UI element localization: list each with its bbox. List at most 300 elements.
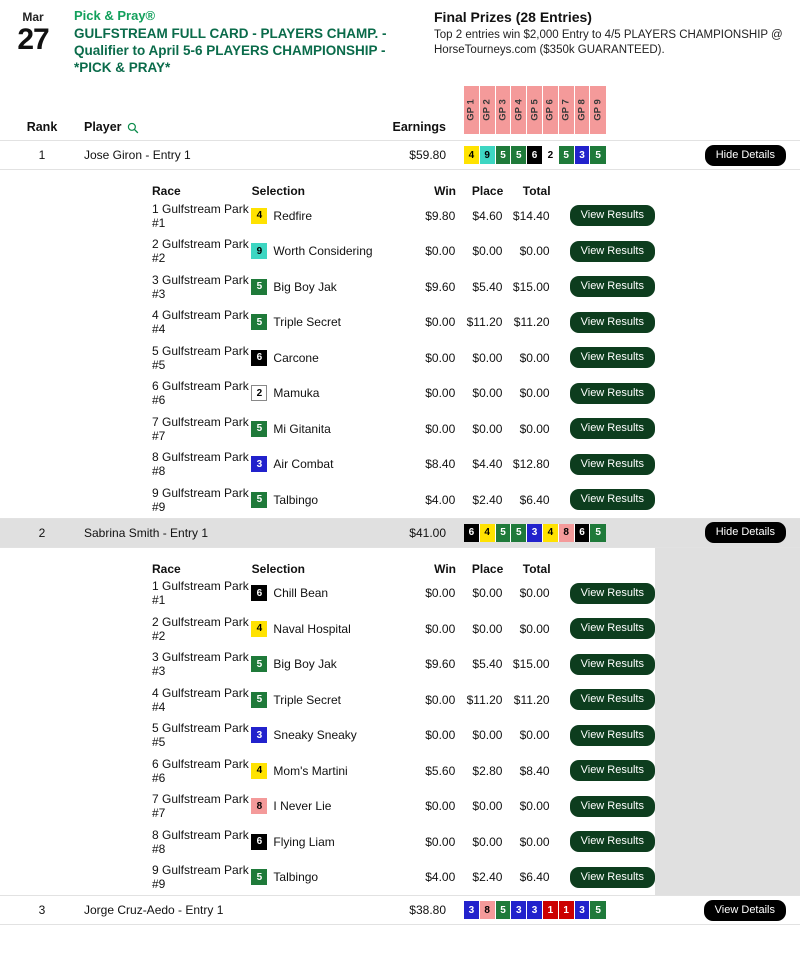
details-row	[0, 647, 655, 683]
details-selection	[251, 243, 408, 259]
details-win-amount: $8.40	[425, 457, 456, 472]
horse-number-badge: 9	[251, 243, 267, 259]
page-title: GULFSTREAM FULL CARD - PLAYERS CHAMP. - Qualifier to April 5-6 PLAYERS CHAMPIONSHIP - *PICK & PRAY*	[74, 26, 387, 75]
details-row	[0, 447, 655, 483]
details-race-label: 4 Gulfstream Park #4	[152, 308, 249, 337]
picks-race-label	[575, 86, 591, 134]
details-selection	[251, 314, 408, 330]
details-win-amount: $0.00	[425, 315, 456, 330]
details-place-amount: $2.40	[472, 492, 503, 507]
details-row	[0, 198, 655, 234]
picks-race-label	[559, 86, 575, 134]
picks-race-label	[590, 86, 606, 134]
entry-rank: 3	[38, 903, 46, 917]
entry-action-cell	[606, 900, 800, 921]
horse-name: Big Boy Jak	[273, 279, 337, 294]
details-total-amount: $0.00	[519, 728, 550, 743]
details-total-amount: $0.00	[519, 834, 550, 849]
details-selection	[251, 208, 408, 224]
view-results-button[interactable]: View Results	[570, 347, 655, 368]
table-row[interactable]	[0, 518, 800, 548]
view-results-button[interactable]: View Results	[570, 383, 655, 404]
horse-name: Air Combat	[273, 457, 334, 472]
details-race-label: 2 Gulfstream Park #2	[152, 237, 249, 266]
horse-name: Talbingo	[273, 492, 319, 507]
details-selection	[251, 621, 408, 637]
details-row	[0, 753, 655, 789]
details-column-header-win: Win	[434, 184, 456, 198]
column-header-earnings: Earnings	[392, 120, 446, 134]
details-selection	[251, 869, 408, 885]
details-win-amount: $0.00	[425, 834, 456, 849]
pick-chip: 5	[496, 146, 512, 164]
entry-details-table	[0, 548, 655, 896]
pick-chip: 3	[575, 901, 591, 919]
picks-race-label	[527, 86, 543, 134]
details-total-amount: $15.00	[512, 279, 550, 294]
details-race-label: 6 Gulfstream Park #6	[152, 756, 249, 785]
entry-picks	[446, 901, 606, 919]
details-win-amount: $0.00	[425, 799, 456, 814]
details-row	[0, 340, 655, 376]
details-race-name	[0, 415, 251, 443]
details-action-cell	[550, 760, 655, 781]
details-place-amount: $2.40	[472, 870, 503, 885]
prizes-block	[426, 8, 786, 76]
details-action-cell	[550, 654, 655, 675]
entry-earnings: $59.80	[409, 148, 446, 162]
picks-race-label-text: GP 2	[481, 99, 493, 121]
details-action-cell	[550, 347, 655, 368]
details-action-cell	[550, 418, 655, 439]
details-action-cell	[550, 489, 655, 510]
horse-number-badge: 8	[251, 798, 267, 814]
entry-player-name: Jose Giron - Entry 1	[84, 148, 191, 162]
details-row	[0, 611, 655, 647]
details-column-header-race: Race	[152, 561, 181, 576]
leaderboard-header	[0, 99, 800, 140]
horse-name: Triple Secret	[273, 692, 341, 707]
details-race-name	[0, 579, 251, 607]
pick-chip: 6	[527, 146, 543, 164]
details-place-amount: $5.40	[472, 279, 503, 294]
pick-chip: 5	[496, 901, 512, 919]
horse-number-badge: 5	[251, 692, 267, 708]
event-day: 27	[17, 23, 49, 56]
details-action-cell	[550, 383, 655, 404]
details-total-amount: $12.80	[512, 457, 550, 472]
entry-picks	[446, 146, 606, 164]
details-selection	[251, 656, 408, 672]
details-row	[0, 376, 655, 412]
pick-chip-group	[464, 524, 606, 542]
horse-name: Mom's Martini	[273, 763, 348, 778]
picks-race-label	[480, 86, 496, 134]
details-race-name	[0, 863, 251, 891]
details-race-label: 9 Gulfstream Park #9	[152, 863, 249, 892]
details-race-label: 7 Gulfstream Park #7	[152, 414, 249, 443]
details-race-name	[0, 615, 251, 643]
pick-chip: 3	[511, 901, 527, 919]
pick-chip: 5	[511, 146, 527, 164]
table-row[interactable]	[0, 895, 800, 925]
pick-chip: 5	[559, 146, 575, 164]
pick-chip-group	[464, 901, 606, 919]
view-results-button[interactable]: View Results	[570, 831, 655, 852]
details-race-name	[0, 344, 251, 372]
view-results-button[interactable]: View Results	[570, 618, 655, 639]
picks-race-label	[511, 86, 527, 134]
details-row	[0, 576, 655, 612]
details-selection	[251, 350, 408, 366]
details-selection	[251, 279, 408, 295]
entry-details-table	[0, 170, 655, 518]
details-race-name	[0, 757, 251, 785]
details-selection	[251, 456, 408, 472]
horse-number-badge: 5	[251, 279, 267, 295]
picks-race-label-text: GP 5	[529, 99, 541, 121]
entry-picks	[446, 524, 606, 542]
view-results-button[interactable]: View Results	[570, 454, 655, 475]
details-race-label: 3 Gulfstream Park #3	[152, 272, 249, 301]
details-row	[0, 234, 655, 270]
event-date	[0, 8, 66, 76]
details-column-header-win: Win	[434, 561, 456, 576]
view-results-button[interactable]: View Results	[570, 489, 655, 510]
entry-earnings: $38.80	[409, 903, 446, 917]
pick-chip: 5	[511, 524, 527, 542]
details-action-cell	[550, 241, 655, 262]
details-place-amount: $4.60	[472, 208, 503, 223]
details-place-amount: $0.00	[472, 621, 503, 636]
picks-race-label-text: GP 7	[560, 99, 572, 121]
entry-earnings: $41.00	[409, 525, 446, 540]
picks-race-label-text: GP 6	[544, 99, 556, 121]
details-total-amount: $0.00	[519, 244, 550, 259]
details-win-amount: $0.00	[425, 586, 456, 601]
details-race-label: 2 Gulfstream Park #2	[152, 614, 249, 643]
horse-number-badge: 2	[251, 385, 267, 401]
details-action-cell	[550, 312, 655, 333]
horse-number-badge: 5	[251, 314, 267, 330]
details-race-name	[0, 202, 251, 230]
pick-chip: 6	[464, 524, 480, 542]
entry-action-cell	[606, 522, 800, 543]
details-win-amount: $0.00	[425, 244, 456, 259]
pick-chip: 1	[543, 901, 559, 919]
table-row[interactable]	[0, 140, 800, 170]
prizes-description: Top 2 entries win $2,000 Entry to 4/5 PLAYERS CHAMPIONSHIP @ HorseTourneys.com ($350k GUARANTEED).	[434, 29, 783, 56]
details-place-amount: $0.00	[472, 586, 503, 601]
pick-chip: 8	[559, 524, 575, 542]
details-race-name	[0, 650, 251, 678]
horse-name: Redfire	[273, 208, 313, 223]
details-race-name	[0, 828, 251, 856]
details-race-label: 9 Gulfstream Park #9	[152, 485, 249, 514]
view-results-button[interactable]: View Results	[570, 796, 655, 817]
pick-chip: 8	[480, 901, 496, 919]
view-results-button[interactable]: View Results	[570, 654, 655, 675]
details-total-amount: $11.20	[513, 692, 550, 707]
details-selection	[251, 727, 408, 743]
view-results-button[interactable]: View Results	[570, 276, 655, 297]
horse-number-badge: 5	[251, 869, 267, 885]
view-results-button[interactable]: View Results	[570, 205, 655, 226]
details-row	[0, 789, 655, 825]
horse-name: Sneaky Sneaky	[273, 728, 357, 743]
details-race-name	[0, 686, 251, 714]
details-race-label: 1 Gulfstream Park #1	[152, 579, 249, 608]
details-column-header-selection: Selection	[251, 561, 305, 576]
details-place-amount: $0.00	[472, 244, 503, 259]
pick-chip: 4	[464, 146, 480, 164]
details-race-name	[0, 237, 251, 265]
details-selection	[251, 763, 408, 779]
search-icon[interactable]	[127, 122, 139, 134]
details-win-amount: $0.00	[425, 728, 456, 743]
column-header-rank: Rank	[26, 120, 58, 134]
details-action-cell	[550, 454, 655, 475]
horse-number-badge: 6	[251, 834, 267, 850]
horse-number-badge: 5	[251, 421, 267, 437]
horse-number-badge: 4	[251, 208, 267, 224]
details-win-amount: $0.00	[425, 621, 456, 636]
entry-rank: 2	[38, 525, 46, 540]
picks-race-label-text: GP 8	[576, 99, 588, 121]
details-row	[0, 682, 655, 718]
pick-chip: 3	[527, 524, 543, 542]
details-column-header-place: Place	[471, 561, 504, 576]
pick-chip: 4	[480, 524, 496, 542]
horse-number-badge: 3	[251, 456, 267, 472]
details-race-label: 6 Gulfstream Park #6	[152, 379, 249, 408]
details-win-amount: $9.80	[425, 208, 456, 223]
details-selection	[251, 385, 408, 401]
pick-chip-group	[464, 146, 606, 164]
view-results-button[interactable]: View Results	[570, 241, 655, 262]
pick-chip: 5	[590, 146, 606, 164]
details-win-amount: $0.00	[425, 386, 456, 401]
pick-chip: 5	[496, 524, 512, 542]
details-header-row	[0, 170, 655, 198]
details-place-amount: $0.00	[472, 421, 503, 436]
details-win-amount: $9.60	[425, 657, 456, 672]
picks-race-labels	[464, 86, 606, 134]
details-action-cell	[550, 689, 655, 710]
horse-name: Mamuka	[273, 386, 320, 401]
details-row	[0, 305, 655, 341]
details-win-amount: $5.60	[425, 763, 456, 778]
details-column-header-total: Total	[522, 184, 551, 198]
details-action-cell	[550, 205, 655, 226]
details-action-cell	[550, 618, 655, 639]
tournament-title-block	[66, 8, 426, 76]
details-place-amount: $5.40	[472, 657, 503, 672]
entry-details	[0, 548, 800, 896]
event-month: Mar	[22, 10, 44, 24]
details-total-amount: $0.00	[519, 421, 550, 436]
details-race-label: 8 Gulfstream Park #8	[152, 827, 249, 856]
picks-race-label	[464, 86, 480, 134]
horse-name: Carcone	[273, 350, 319, 365]
details-total-amount: $0.00	[519, 350, 550, 365]
details-total-amount: $0.00	[519, 621, 550, 636]
view-results-button[interactable]: View Results	[570, 867, 655, 888]
details-action-cell	[550, 796, 655, 817]
picks-race-label-text: GP 1	[465, 99, 477, 121]
details-race-label: 5 Gulfstream Park #5	[152, 343, 249, 372]
details-place-amount: $4.40	[472, 457, 503, 472]
horse-name: Big Boy Jak	[273, 657, 337, 672]
details-race-name	[0, 792, 251, 820]
details-race-label: 4 Gulfstream Park #4	[152, 685, 249, 714]
picks-race-label-text: GP 3	[497, 99, 509, 121]
details-row	[0, 860, 655, 896]
page-header	[0, 0, 800, 76]
view-details-button[interactable]: View Details	[704, 900, 786, 921]
details-race-name	[0, 379, 251, 407]
view-results-button[interactable]: View Results	[570, 760, 655, 781]
view-results-button[interactable]: View Results	[570, 312, 655, 333]
details-row	[0, 411, 655, 447]
view-results-button[interactable]: View Results	[570, 689, 655, 710]
details-place-amount: $0.00	[472, 799, 503, 814]
leaderboard	[0, 99, 800, 925]
details-place-amount: $0.00	[472, 728, 503, 743]
pick-chip: 5	[590, 524, 606, 542]
details-selection	[251, 692, 408, 708]
details-column-header-place: Place	[471, 184, 504, 198]
horse-name: Talbingo	[273, 870, 319, 885]
details-column-header-selection: Selection	[251, 184, 305, 198]
details-race-label: 3 Gulfstream Park #3	[152, 650, 249, 679]
horse-number-badge: 3	[251, 727, 267, 743]
details-selection	[251, 585, 408, 601]
horse-name: Chill Bean	[273, 586, 329, 601]
prizes-title: Final Prizes (28 Entries)	[434, 9, 592, 25]
details-column-header-race: Race	[152, 184, 181, 198]
horse-name: Worth Considering	[273, 244, 373, 259]
details-selection	[251, 421, 408, 437]
details-header-row	[0, 548, 655, 576]
horse-name: Flying Liam	[273, 834, 335, 849]
details-total-amount: $14.40	[512, 208, 550, 223]
horse-number-badge: 5	[251, 492, 267, 508]
details-selection	[251, 798, 408, 814]
view-results-button[interactable]: View Results	[570, 418, 655, 439]
pick-chip: 1	[559, 901, 575, 919]
details-place-amount: $0.00	[472, 386, 503, 401]
picks-race-label	[543, 86, 559, 134]
picks-race-label-text: GP 4	[513, 99, 525, 121]
details-race-label: 7 Gulfstream Park #7	[152, 792, 249, 821]
picks-race-label	[496, 86, 512, 134]
details-race-name	[0, 450, 251, 478]
column-header-player	[84, 120, 354, 134]
details-row	[0, 269, 655, 305]
details-action-cell	[550, 276, 655, 297]
details-place-amount: $11.20	[466, 692, 503, 707]
details-column-header-total: Total	[522, 561, 551, 576]
details-win-amount: $9.60	[425, 279, 456, 294]
pick-chip: 9	[480, 146, 496, 164]
column-header-player-label: Player	[84, 120, 122, 134]
view-results-button[interactable]: View Results	[570, 725, 655, 746]
details-win-amount: $4.00	[425, 870, 456, 885]
entry-details	[0, 170, 800, 518]
details-race-label: 5 Gulfstream Park #5	[152, 721, 249, 750]
details-total-amount: $6.40	[519, 870, 550, 885]
horse-number-badge: 5	[251, 656, 267, 672]
pick-chip: 3	[575, 146, 591, 164]
brand-label: Pick & Pray®	[74, 8, 156, 23]
details-selection	[251, 492, 408, 508]
details-place-amount: $2.80	[472, 763, 503, 778]
horse-name: Triple Secret	[273, 315, 341, 330]
details-win-amount: $0.00	[425, 421, 456, 436]
hide-details-button[interactable]: Hide Details	[705, 522, 786, 543]
details-place-amount: $0.00	[472, 350, 503, 365]
horse-number-badge: 6	[251, 585, 267, 601]
pick-chip: 3	[527, 901, 543, 919]
entry-action-cell	[606, 145, 800, 166]
pick-chip: 5	[590, 901, 606, 919]
details-win-amount: $0.00	[425, 350, 456, 365]
details-race-label: 8 Gulfstream Park #8	[152, 450, 249, 479]
horse-name: I Never Lie	[273, 799, 332, 814]
details-total-amount: $0.00	[519, 799, 550, 814]
details-race-name	[0, 308, 251, 336]
view-results-button[interactable]: View Results	[570, 583, 655, 604]
details-win-amount: $0.00	[425, 692, 456, 707]
details-row	[0, 824, 655, 860]
details-action-cell	[550, 831, 655, 852]
horse-number-badge: 4	[251, 621, 267, 637]
horse-name: Mi Gitanita	[273, 421, 331, 436]
entry-player-name: Sabrina Smith - Entry 1	[84, 525, 209, 540]
hide-details-button[interactable]: Hide Details	[705, 145, 786, 166]
details-place-amount: $0.00	[472, 834, 503, 849]
details-race-name	[0, 273, 251, 301]
details-total-amount: $11.20	[513, 315, 550, 330]
details-selection	[251, 834, 408, 850]
pick-chip: 4	[543, 524, 559, 542]
pick-chip: 3	[464, 901, 480, 919]
details-win-amount: $4.00	[425, 492, 456, 507]
horse-name: Naval Hospital	[273, 621, 351, 636]
details-place-amount: $11.20	[466, 315, 503, 330]
horse-number-badge: 6	[251, 350, 267, 366]
details-race-label: 1 Gulfstream Park #1	[152, 201, 249, 230]
details-row	[0, 718, 655, 754]
details-action-cell	[550, 725, 655, 746]
details-total-amount: $8.40	[519, 763, 550, 778]
details-row	[0, 482, 655, 518]
details-action-cell	[550, 583, 655, 604]
details-race-name	[0, 721, 251, 749]
details-race-name	[0, 486, 251, 514]
entry-rank: 1	[38, 148, 46, 162]
details-total-amount: $0.00	[519, 386, 550, 401]
pick-chip: 6	[575, 524, 591, 542]
details-total-amount: $15.00	[512, 657, 550, 672]
column-header-picks	[446, 86, 606, 134]
pick-chip: 2	[543, 146, 559, 164]
details-total-amount: $0.00	[519, 586, 550, 601]
horse-number-badge: 4	[251, 763, 267, 779]
picks-race-label-text: GP 9	[592, 99, 604, 121]
entry-player-name: Jorge Cruz-Aedo - Entry 1	[84, 903, 224, 917]
